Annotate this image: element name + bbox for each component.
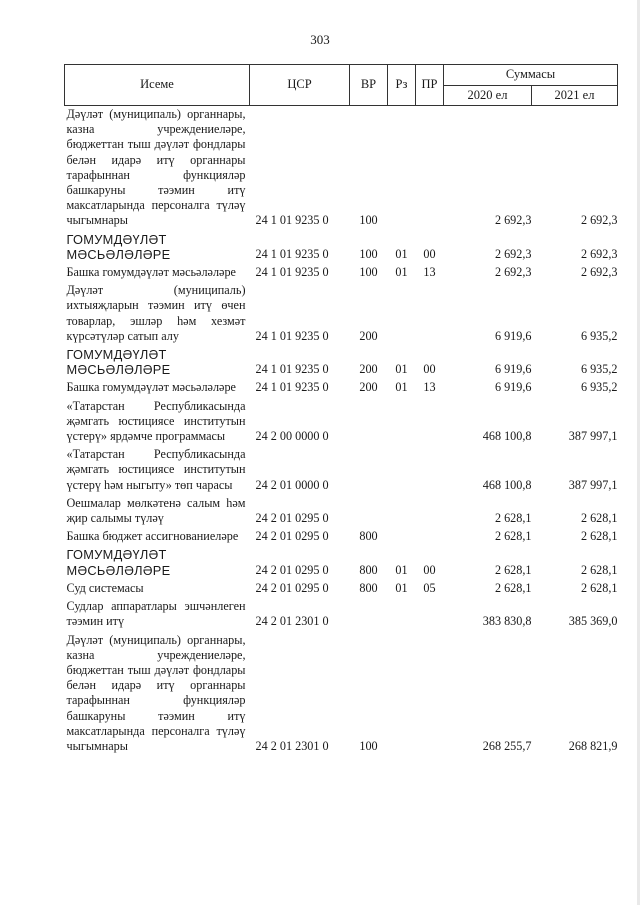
row-vr: [350, 446, 388, 495]
header-sums: Суммасы: [444, 65, 618, 86]
row-sum-2021: 6 935,2: [580, 380, 618, 395]
row-vr: 200: [359, 380, 378, 395]
row-sum-2020: 2 628,1: [494, 562, 532, 577]
row-sum-2021: 387 997,1: [568, 477, 618, 492]
row-sum-2020: 6 919,6: [494, 328, 532, 343]
row-csr: 24 2 01 0295 0: [255, 580, 329, 595]
row-csr: 24 1 01 9235 0: [255, 328, 329, 343]
row-sum-2021: 2 692,3: [580, 265, 618, 280]
table-row: [65, 495, 618, 528]
row-vr: [350, 398, 388, 447]
row-sum-2021: 268 821,9: [568, 738, 618, 753]
row-name: Оешмалар мөлкәтенә салым һәм җир салымы түләү: [66, 495, 246, 526]
row-pr: [416, 446, 444, 495]
row-pr: [416, 528, 444, 546]
row-pr: 05: [423, 580, 436, 595]
row-name: «Татарстан Республикасында җәмгать юстициясе институтын үстерү һәм ныгыту» төп чарасы: [66, 447, 246, 492]
table-row: [65, 231, 618, 264]
row-csr: 24 1 01 9235 0: [255, 380, 329, 395]
row-name: Судлар аппаратлары эшчәнлеген тәэмин итү: [66, 599, 246, 629]
row-pr: [416, 598, 444, 631]
row-vr: 800: [359, 562, 378, 577]
row-sum-2020: 2 692,3: [494, 213, 532, 228]
header-csr: ЦСР: [250, 65, 350, 106]
header-rz: Рз: [388, 65, 416, 106]
row-csr: 24 1 01 9235 0: [255, 265, 329, 280]
row-rz: 01: [395, 562, 408, 577]
row-pr: [416, 106, 444, 231]
table-body: [65, 106, 618, 757]
row-sum-2020: 268 255,7: [482, 738, 532, 753]
row-vr: 800: [359, 529, 378, 544]
row-rz: [388, 598, 416, 631]
row-vr: 100: [359, 246, 378, 261]
row-sum-2021: 387 997,1: [568, 429, 618, 444]
row-vr: 100: [359, 265, 378, 280]
table-row: [65, 346, 618, 379]
page-number: 303: [310, 32, 330, 47]
row-vr: [350, 598, 388, 631]
table-row: [65, 106, 618, 231]
table-row: [65, 446, 618, 495]
row-name: Суд системасы: [66, 580, 144, 595]
header-name: Исеме: [65, 65, 250, 106]
row-csr: 24 2 01 0295 0: [255, 562, 329, 577]
row-sum-2020: 2 692,3: [494, 265, 532, 280]
table-row: [65, 580, 618, 598]
row-pr: 13: [423, 380, 436, 395]
row-rz: [388, 446, 416, 495]
row-sum-2021: 2 692,3: [580, 213, 618, 228]
row-sum-2020: 468 100,8: [482, 429, 532, 444]
row-rz: 01: [395, 362, 408, 377]
row-csr: 24 2 01 0295 0: [255, 529, 329, 544]
row-name: ГОМУМДӘҮЛӘТ МӘСЬӘЛӘЛӘРЕ: [66, 547, 171, 578]
row-csr: 24 2 01 0295 0: [255, 511, 329, 526]
row-sum-2021: 2 628,1: [580, 511, 618, 526]
row-sum-2020: 6 919,6: [494, 380, 532, 395]
row-vr: 200: [359, 362, 378, 377]
row-rz: [388, 106, 416, 231]
row-rz: [388, 282, 416, 346]
row-name: Башка гомумдәүләт мәсьәләләре: [66, 265, 236, 280]
row-name: Дәүләт (муниципаль) ихтыяҗларын тәэмин итү өчен товарлар, эшләр һәм хезмәт күрсәтүләр сатып алу: [66, 283, 246, 343]
row-name: Дәүләт (муниципаль) органнары, казна учреждениеләре, бюджеттан тыш дәүләт фондлары белән идарә итү органнары тарафыннан функцияләр башкаруны тәэмин итү максатларында персоналга түләү чыгымнары: [66, 107, 246, 228]
table-row: [65, 598, 618, 631]
row-csr: 24 2 01 0000 0: [255, 477, 329, 492]
row-sum-2020: 2 628,1: [494, 529, 532, 544]
row-csr: 24 1 01 9235 0: [255, 246, 329, 261]
row-rz: 01: [395, 580, 408, 595]
row-sum-2021: 2 692,3: [580, 246, 618, 261]
row-pr: 13: [423, 265, 436, 280]
header-pr: ПР: [416, 65, 444, 106]
row-sum-2020: 468 100,8: [482, 477, 532, 492]
budget-table: [64, 64, 618, 756]
row-csr: 24 1 01 9235 0: [255, 362, 329, 377]
row-csr: 24 2 00 0000 0: [255, 429, 329, 444]
table-row: [65, 379, 618, 397]
table-row: [65, 632, 618, 757]
row-rz: [388, 495, 416, 528]
row-sum-2021: 385 369,0: [568, 614, 618, 629]
table-row: [65, 546, 618, 579]
row-csr: 24 2 01 2301 0: [255, 614, 329, 629]
row-csr: 24 1 01 9235 0: [255, 213, 329, 228]
row-name: Дәүләт (муниципаль) органнары, казна учреждениеләре, бюджеттан тыш дәүләт фондлары белән идарә итү органнары тарафыннан функцияләр башкаруны тәэмин итү максатларында персоналга түләү чыгымнары: [66, 632, 246, 753]
row-sum-2021: 2 628,1: [580, 529, 618, 544]
row-name: «Татарстан Республикасында җәмгать юстициясе институтын үстерү» ярдәмче программасы: [66, 398, 246, 444]
table-row: [65, 398, 618, 447]
table-row: [65, 282, 618, 346]
row-sum-2021: 6 935,2: [580, 362, 618, 377]
row-sum-2020: 383 830,8: [482, 614, 532, 629]
row-sum-2020: 2 628,1: [494, 580, 532, 595]
row-name: ГОМУМДӘҮЛӘТ МӘСЬӘЛӘЛӘРЕ: [66, 347, 171, 378]
row-pr: 00: [423, 562, 436, 577]
row-sum-2021: 6 935,2: [580, 328, 618, 343]
row-pr: [416, 282, 444, 346]
row-rz: [388, 398, 416, 447]
row-rz: 01: [395, 246, 408, 261]
row-rz: 01: [395, 265, 408, 280]
row-pr: [416, 495, 444, 528]
row-sum-2020: 2 692,3: [494, 246, 532, 261]
table-header: [65, 65, 618, 106]
row-csr: 24 2 01 2301 0: [255, 738, 329, 753]
row-name: Башка гомумдәүләт мәсьәләләре: [66, 380, 236, 395]
row-vr: 100: [359, 738, 378, 753]
row-rz: [388, 632, 416, 757]
row-rz: 01: [395, 380, 408, 395]
row-sum-2020: 2 628,1: [494, 511, 532, 526]
row-pr: [416, 398, 444, 447]
table-row: [65, 528, 618, 546]
header-vr: ВР: [350, 65, 388, 106]
header-year-2021: 2021 ел: [532, 86, 618, 106]
header-year-2020: 2020 ел: [444, 86, 532, 106]
row-sum-2021: 2 628,1: [580, 562, 618, 577]
row-vr: 100: [359, 213, 378, 228]
row-vr: [350, 495, 388, 528]
row-name: Башка бюджет ассигнованиеләре: [66, 529, 239, 544]
row-vr: 200: [359, 328, 378, 343]
row-sum-2021: 2 628,1: [580, 580, 618, 595]
row-sum-2020: 6 919,6: [494, 362, 532, 377]
table-row: [65, 264, 618, 282]
row-name: ГОМУМДӘҮЛӘТ МӘСЬӘЛӘЛӘРЕ: [66, 231, 171, 262]
row-pr: [416, 632, 444, 757]
row-vr: 800: [359, 580, 378, 595]
row-pr: 00: [423, 362, 436, 377]
row-pr: 00: [423, 246, 436, 261]
row-rz: [388, 528, 416, 546]
